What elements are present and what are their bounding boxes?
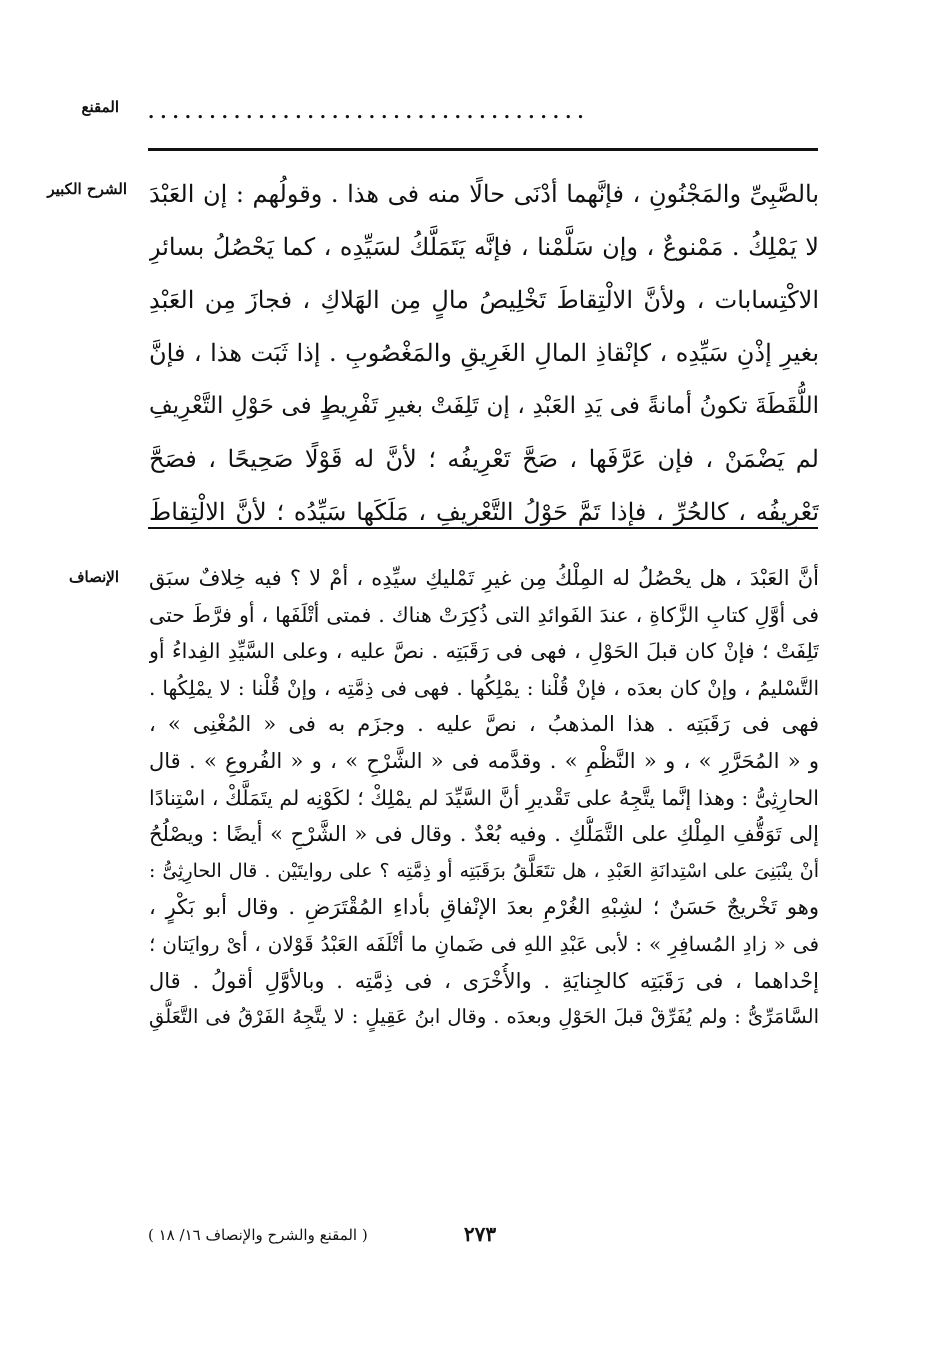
insaf-line: أنَّ العَبْدَ ، هل يحْصُلُ له المِلْكُ مِن غيرِ تَمْليكِ سيِّدِه ، أمْ لا ؟ فيه خِلافٌ سبَق (149, 566, 819, 590)
insaf-line: فهى فى رَقَبَتِه . هذا المذهبُ ، نصَّ عليه . وجزَم به فى « المُغْنِى » ، (149, 712, 819, 737)
insaf-line: فى أوَّلِ كتابِ الزَّكاةِ ، عندَ الفَوائدِ التى ذُكِرَتْ هناك . فمتى أتْلَفَها ، أو فرَّطَ حتى (149, 602, 819, 627)
page-footer (0, 1222, 931, 1252)
sharh-line: اللُّقَطَةَ تكونُ أمانةً فى يَدِ العَبْدِ ، إن تَلِفَتْ بغيرِ تَفْرِيطٍ فى حَوْلِ التَّعْرِيفِ (149, 393, 819, 419)
insaf-line: و « المُحَرَّرِ » ، و « النَّظْمِ » . وقدَّمه فى « الشَّرْحِ » ، و « الفُروعِ » . قال (149, 748, 819, 773)
insaf-line: فى « زادِ المُسافِرِ » : لأبى عَبْدِ اللهِ فى ضَمانِ ما أتْلَفَه العَبْدُ قَوْلان ، أىْ روايَتان ؛ (149, 931, 819, 956)
insaf-line: إحْداهما ، فى رَقَبَتِه كالجِنايَةِ . والأُخْرَى ، فى ذِمَّتِه . وبالأوَّلِ أقولُ . قال (149, 968, 819, 993)
sharh-line: بغيرِ إذْنِ سَيِّدِه ، كإنْقاذِ المالِ الغَرِيقِ والمَغْصُوبِ . إذا ثَبَت هذا ، فإنَّ (149, 339, 819, 367)
sharh-line: لم يَضْمَنْ ، فإن عَرَّفَها ، صَحَّ تَعْرِيفُه ؛ لأنَّ له قَوْلًا صَحِيحًا ، فصَحَّ (149, 445, 819, 473)
insaf-line: وهو تَخْريجٌ حَسَنٌ ؛ لشِبْهِ الغُرْمِ بعدَ الإنْفاقِ بأداءِ المُقْتَرَضِ . وقال أبو بَكْرٍ ، (149, 895, 819, 920)
sharh-text-block (149, 168, 819, 539)
insaf-line: الحارِثِىُّ : وهذا إنَّما يتَّجِهُ على تَقْديرِ أنَّ السَّيِّدَ لم يمْلِكْ ؛ لكَوْنِه لم يتَمَلَّكْ ، اسْتِنادًا (149, 785, 819, 810)
page-number: ٢٧٣ (463, 1222, 497, 1246)
insaf-line: أنْ ينْبَنِىَ على اسْتِدانَةِ العَبْدِ ، هل تتَعَلَّقُ برَقَبَتِه أو ذِمَّتِه ؟ على روايتَيْن . قال الحارِثِىُّ : (149, 859, 819, 882)
header-rule (148, 148, 818, 151)
insaf-line: التَّسْليمُ ، وإنْ كان بعدَه ، فإنْ قُلْنا : يمْلِكُها . فهى فى ذِمَّتِه ، وإنْ قُلْنا : لا يمْلِكُها . (149, 675, 819, 700)
sharh-line: الاكْتِسابات ، ولأنَّ الالْتِقاطَ تَخْلِيصُ مالٍ مِن الهَلاكِ ، فجازَ مِن العَبْدِ (149, 286, 819, 314)
sharh-line: تَعْرِيفُه ، كالحُرِّ ، فإذا تَمَّ حَوْلُ التَّعْرِيفِ ، مَلَكَها سَيِّدُه ؛ لأنَّ الالْتِقاطَ (149, 498, 819, 526)
insaf-text-block (149, 560, 819, 1036)
insaf-line: إلى تَوَقُّفِ المِلْكِ على التَّمَلُّكِ . وفيه بُعْدٌ . وقال فى « الشَّرْحِ » أيضًا : ويصْلُحُ (149, 822, 819, 847)
running-header-title: المقنع (81, 98, 119, 116)
sharh-line: بالصَّبِىِّ والمَجْنُونِ ، فإنَّهما أدْنَى حالًا منه فى هذا . وقولُهم : إن العَبْدَ (149, 180, 819, 208)
insaf-line: السَّامَرِّىُّ : ولم يُفَرِّقْ قبلَ الحَوْلِ وبعدَه . وقال ابنُ عَقِيلٍ : لا يتَّجِهُ الفَرْقُ فى التَّعَلُّقِ (149, 1005, 819, 1029)
section-divider (148, 527, 818, 529)
header-dotted-leader: .................................... (148, 104, 590, 122)
sharh-section-label: الشرح الكبير (47, 180, 127, 198)
insaf-line: تَلِفَتْ ؛ فإنْ كان قبلَ الحَوْلِ ، فهى فى رَقَبَتِه . نصَّ عليه ، وعلى السَّيِّدِ الفِداءُ أو (149, 639, 819, 664)
insaf-section-label: الإنصاف (68, 568, 119, 586)
sharh-line: لا يَمْلِكُ . مَمْنوعٌ ، وإن سَلَّمْنا ، فإنَّه يَتَمَلَّكُ لسَيِّدِه ، كما يَحْصُلُ بسائرِ (149, 233, 819, 261)
volume-reference: ( المقنع والشرح والإنصاف ١٦/ ١٨ ) (148, 1226, 368, 1244)
